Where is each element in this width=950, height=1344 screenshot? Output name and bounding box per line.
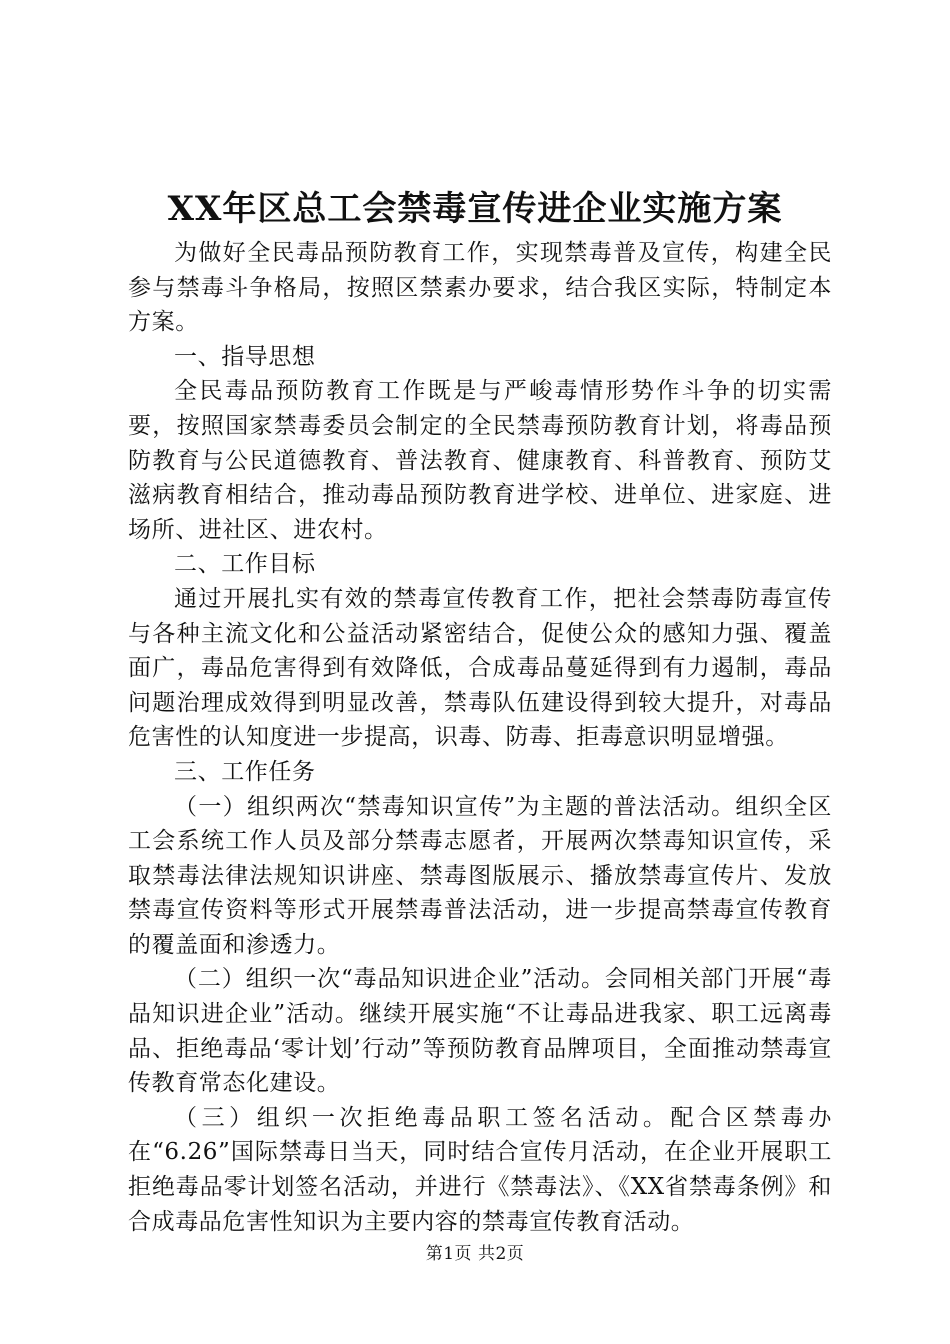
section-heading-guiding-ideology: 一、指导思想 [174, 343, 316, 370]
section-heading-work-goals: 二、工作目标 [174, 551, 316, 578]
task-one-paragraph: （一）组织两次“禁毒知识宣传”为主题的普法活动。组织全区工会系统工作人员及部分禁毒志愿者，开展两次禁毒知识宣传，采取禁毒法律法规知识讲座、禁毒图版展示、播放禁毒宣传片、发放禁毒宣传资料等形式开展禁毒普法活动，进一步提高禁毒宣传教育的覆盖面和渗透力。 [128, 793, 832, 958]
task-three-paragraph: （三）组织一次拒绝毒品职工签名活动。配合区禁毒办在“6.26”国际禁毒日当天，同时结合宣传月活动，在企业开展职工拒绝毒品零计划签名活动，并进行《禁毒法》、《XX省禁毒条例》和合成毒品危害性知识为主要内容的禁毒宣传教育活动。 [128, 1104, 832, 1235]
task-two-paragraph: （二）组织一次“毒品知识进企业”活动。会同相关部门开展“毒品知识进企业”活动。继续开展实施“不让毒品进我家、职工远离毒品、拒绝毒品‘零计划’行动”等预防教育品牌项目，全面推动禁毒宣传教育常态化建设。 [128, 966, 832, 1097]
document-body [128, 236, 832, 1239]
work-goals-paragraph: 通过开展扎实有效的禁毒宣传教育工作，把社会禁毒防毒宣传与各种主流文化和公益活动紧密结合，促使公众的感知力强、覆盖面广，毒品危害得到有效降低，合成毒品蔓延得到有力遏制，毒品问题治理成效得到明显改善，禁毒队伍建设得到较大提升，对毒品危害性的认知度进一步提高，识毒、防毒、拒毒意识明显增强。 [128, 585, 832, 751]
intro-paragraph: 为做好全民毒品预防教育工作，实现禁毒普及宣传，构建全民参与禁毒斗争格局，按照区禁素办要求，结合我区实际，特制定本方案。 [128, 240, 832, 336]
section-heading-work-tasks: 三、工作任务 [174, 758, 316, 785]
guiding-ideology-paragraph: 全民毒品预防教育工作既是与严峻毒情形势作斗争的切实需要，按照国家禁毒委员会制定的全民禁毒预防教育计划，将毒品预防教育与公民道德教育、普法教育、健康教育、科普教育、预防艾滋病教育相结合，推动毒品预防教育进学校、进单位、进家庭、进场所、进社区、进农村。 [128, 378, 832, 543]
document-title: XX年区总工会禁毒宣传进企业实施方案 [167, 189, 783, 229]
page-number-footer: 第1页 共2页 [425, 1244, 525, 1264]
